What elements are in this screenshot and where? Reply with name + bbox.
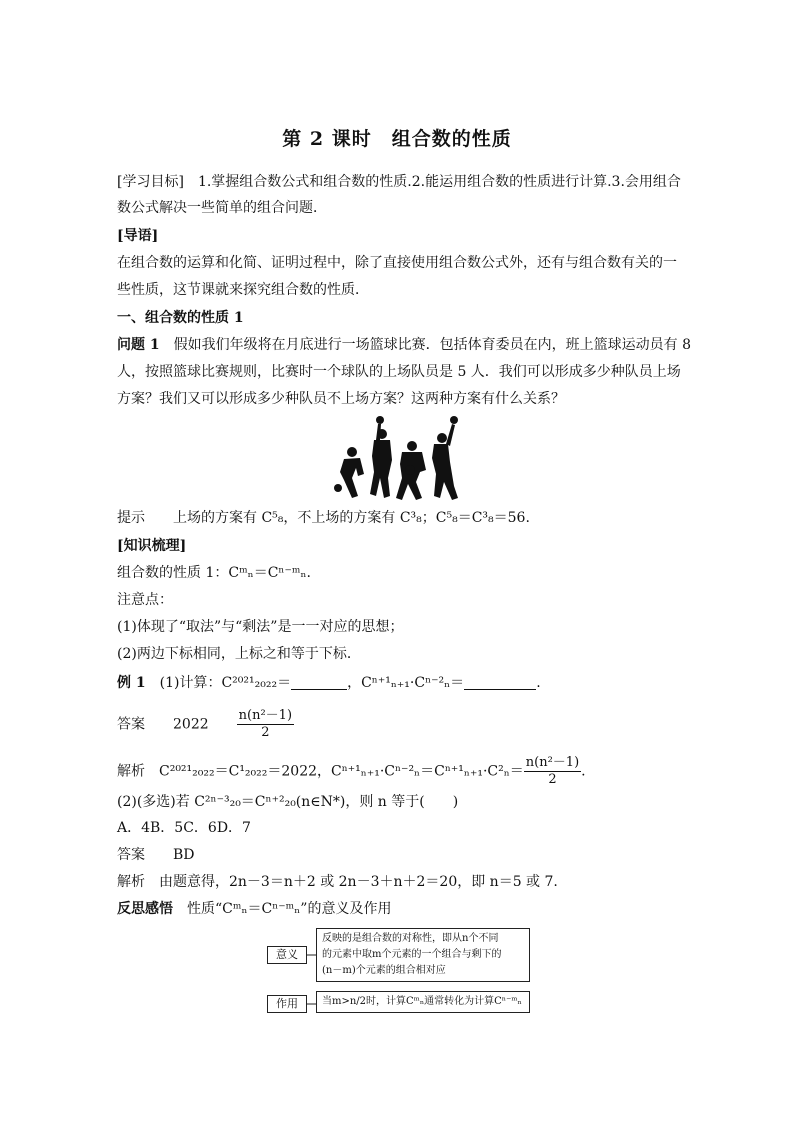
answer-value: 2022: [173, 716, 209, 733]
analysis-tag: 解析: [117, 763, 145, 780]
reflection-line: [117, 899, 391, 919]
use-box: 当m>n/2时，计算Cᵐₙ通常转化为计算Cⁿ⁻ᵐₙ: [316, 991, 530, 1013]
intro-text-1: 在组合数的运算和化简、证明过程中，除了直接使用组合数公式外，还有与组合数有关的一: [117, 255, 677, 271]
use-label: 作用: [267, 995, 307, 1013]
fraction-numerator: n(n²－1): [525, 755, 580, 770]
connector-line: [306, 954, 316, 960]
knowledge-heading: [知识梳理]: [117, 538, 187, 554]
basketball-players-icon: [330, 412, 465, 504]
connector-line: [306, 1003, 316, 1009]
question-text-3: 方案？我们又可以形成多少种队员不上场方案？这两种方案有什么关系？: [117, 391, 565, 407]
page-title: 第 2 课时 组合数的性质: [282, 128, 512, 150]
example-tag: 例 1: [117, 675, 146, 691]
meaning-text-2: 的元素中取m个元素的一个组合与剩下的: [322, 949, 502, 960]
answer-2-line: [117, 845, 195, 865]
example-part1-mid: ，Cⁿ⁺¹ₙ₊₁·Cⁿ⁻²ₙ＝: [347, 675, 465, 691]
hint-text: 上场的方案有 C⁵₈，不上场的方案有 C³₈；C⁵₈＝C³₈＝56.: [173, 510, 530, 526]
reflection-tag: 反思感悟: [117, 901, 173, 917]
meaning-box: [316, 928, 530, 982]
analysis-2-text: 由题意得，2n－3＝n＋2 或 2n－3＋n＋2＝20，即 n＝5 或 7.: [159, 874, 558, 890]
example-part1-end: .: [536, 675, 541, 691]
analysis-text: C²⁰²¹₂₀₂₂＝C¹₂₀₂₂＝2022，Cⁿ⁺¹ₙ₊₁·Cⁿ⁻²ₙ＝Cⁿ⁺¹ₙ₊₁·C²ₙ＝: [159, 763, 524, 780]
meaning-label: 意义: [267, 946, 307, 964]
answer-1-line: [117, 708, 294, 741]
note-2: (2)两边下标相同，上标之和等于下标．: [117, 646, 361, 662]
note-1: (1)体现了“取法”与“剩法”是一一对应的思想；: [117, 619, 404, 635]
analysis-end: .: [581, 763, 586, 780]
intro-heading: [导语]: [117, 228, 159, 244]
objectives-line-1: [117, 172, 681, 192]
answer-blank-2: [464, 675, 536, 690]
choices: A．4B．5C．6D．7: [117, 820, 251, 836]
meaning-text-3: (n－m)个元素的组合相对应: [322, 965, 446, 976]
reflection-text: 性质“Cᵐₙ＝Cⁿ⁻ᵐₙ”的意义及作用: [187, 901, 392, 917]
example-part1-prefix: (1)计算：C²⁰²¹₂₀₂₂＝: [159, 675, 292, 691]
answer-2-value: BD: [173, 847, 195, 863]
intro-text-2: 些性质，这节课就来探究组合数的性质．: [117, 282, 369, 298]
answer-2-tag: 答案: [117, 847, 145, 863]
objectives-tag: [学习目标]: [117, 174, 184, 190]
notes-heading: 注意点：: [117, 592, 173, 608]
hint-line: [117, 508, 530, 528]
objectives-text-1: 1.掌握组合数公式和组合数的性质.2.能运用组合数的性质进行计算.3.会用组合: [197, 174, 681, 190]
analysis-2-line: [117, 872, 558, 892]
question-tag: 问题 1: [117, 337, 160, 353]
question-text-1: 假如我们年级将在月底进行一场篮球比赛．包括体育委员在内，班上篮球运动员有 8: [173, 337, 691, 353]
fraction-denominator: 2: [548, 772, 557, 787]
meaning-text-1: 反映的是组合数的对称性，即从n个不同: [322, 933, 499, 944]
property-diagram: [267, 928, 531, 1018]
fraction-denominator: 2: [261, 725, 270, 740]
answer-tag: 答案: [117, 716, 145, 733]
answer-blank-1: [291, 675, 347, 690]
section-heading: 一、组合数的性质 1: [117, 310, 244, 326]
objectives-text-2: 数公式解决一些简单的组合问题．: [117, 200, 327, 216]
hint-tag: 提示: [117, 510, 145, 526]
analysis-2-tag: 解析: [117, 874, 145, 890]
fraction-numerator: n(n²－1): [238, 708, 293, 723]
question-text-2: 人，按照篮球比赛规则，比赛时一个球队的上场队员是 5 人．我们可以形成多少种队员上场: [117, 364, 681, 380]
answer-fraction: [237, 708, 294, 741]
question-line-1: [117, 335, 691, 355]
example-1-part-1: [117, 673, 541, 693]
knowledge-property: 组合数的性质 1：Cᵐₙ＝Cⁿ⁻ᵐₙ.: [117, 565, 311, 581]
example-1-part-2: (2)(多选)若 C²ⁿ⁻³₂₀＝Cⁿ⁺²₂₀(n∈N*)，则 n 等于( ): [117, 794, 459, 810]
analysis-fraction: [524, 755, 581, 788]
analysis-1-line: [117, 755, 586, 788]
